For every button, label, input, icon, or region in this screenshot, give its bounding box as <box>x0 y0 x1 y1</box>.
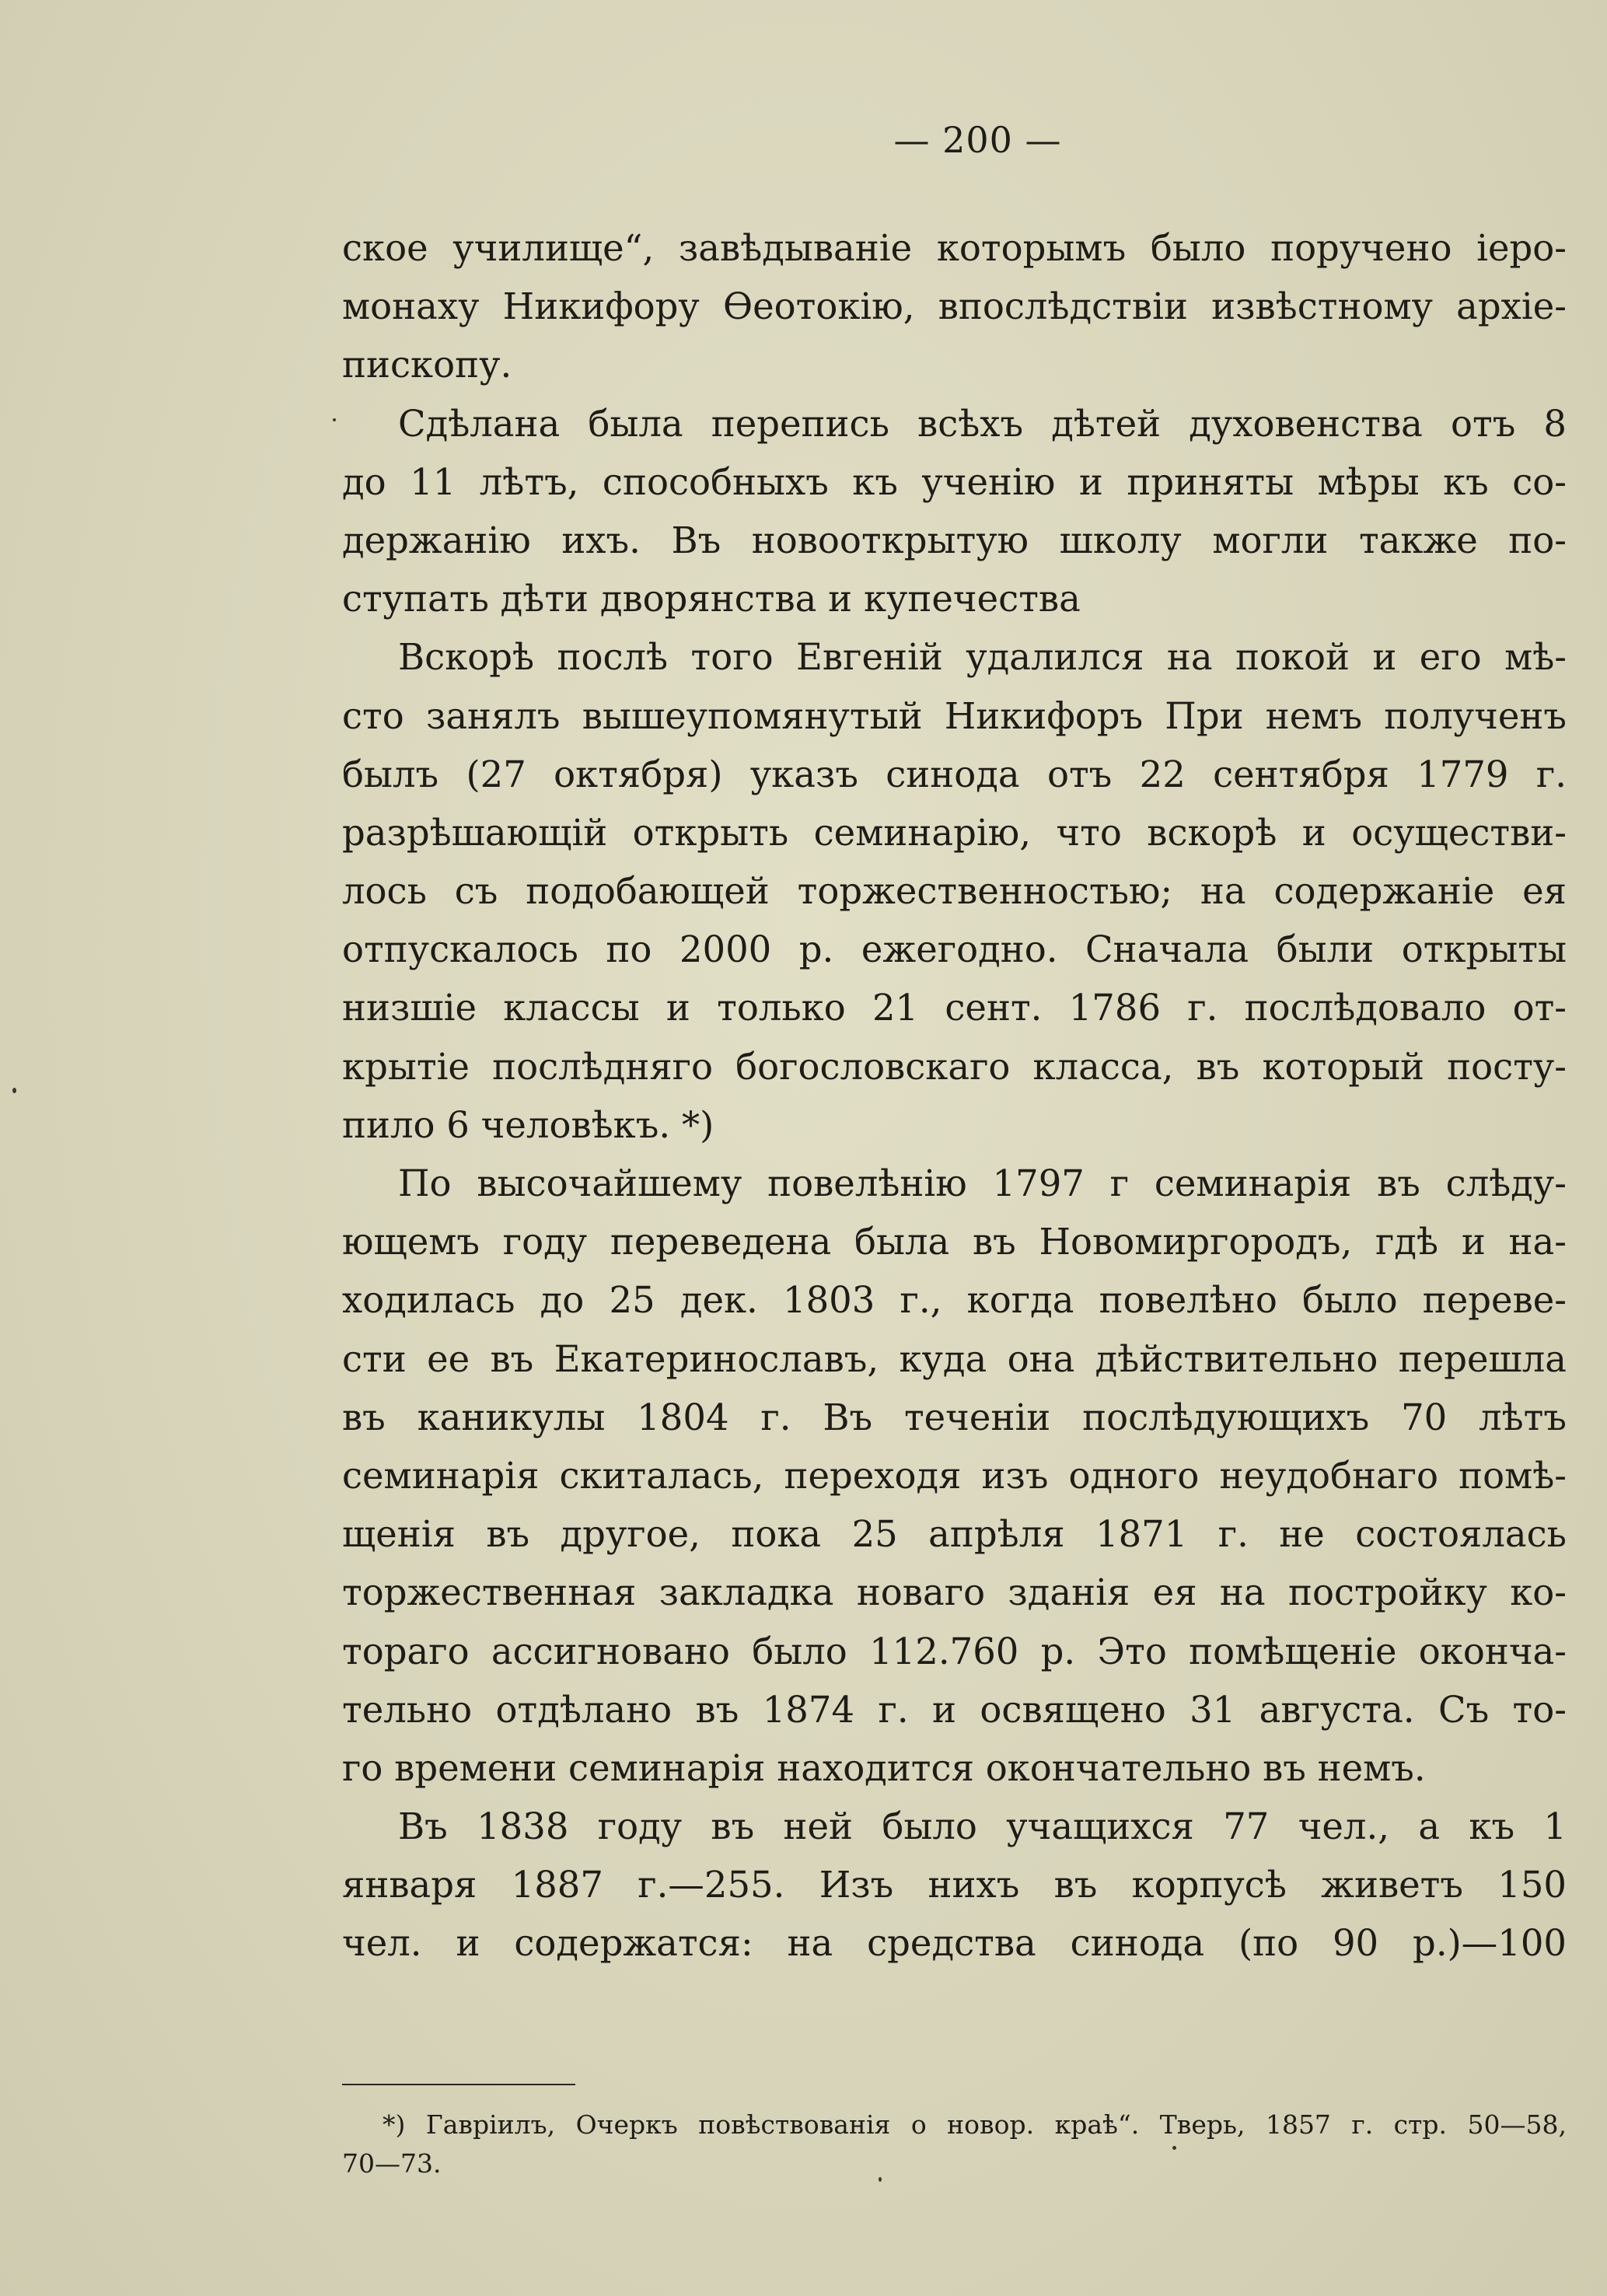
page-number: — 200 — <box>893 119 1062 161</box>
text-line: низшіе классы и только 21 сент. 1786 г. послѣдовало от- <box>342 987 1567 1029</box>
paragraph <box>342 395 1567 629</box>
text-line: въ каникулы 1804 г. Въ теченіи послѣдующихъ 70 лѣтъ <box>342 1396 1567 1438</box>
text-line: пископу. <box>342 344 512 386</box>
footnote-rule <box>342 2084 575 2085</box>
text-line: монаху Никифору Ѳеотокію, впослѣдствіи извѣстному архіе- <box>342 285 1567 328</box>
text-line: января 1887 г.—255. Изъ нихъ въ корпусѣ живетъ 150 <box>342 1864 1567 1906</box>
text-line: сто занялъ вышеупомянутый Никифоръ При немъ полученъ <box>342 694 1567 737</box>
text-line: Сдѣлана была перепись всѣхъ дѣтей духовенства отъ 8 <box>398 402 1567 445</box>
text-line: ступать дѣти дворянства и купечества <box>342 578 1081 620</box>
text-line: Въ 1838 году въ ней было учащихся 77 чел., а къ 1 <box>398 1805 1567 1848</box>
paragraph <box>342 1155 1567 1798</box>
text-line: сти ее въ Екатеринославъ, куда она дѣйствительно перешла <box>342 1337 1567 1380</box>
text-line: былъ (27 октября) указъ синода отъ 22 сентября 1779 г. <box>342 753 1567 795</box>
text-line: крытіе послѣдняго богословскаго класса, въ который посту- <box>342 1045 1567 1088</box>
text-line: отпускалось по 2000 р. ежегодно. Сначала были открыты <box>342 928 1567 971</box>
text-line: тораго ассигновано было 112.760 р. Это помѣщеніе оконча- <box>342 1630 1567 1672</box>
text-line: По высочайшему повелѣнію 1797 г семинарія въ слѣду- <box>398 1162 1567 1204</box>
paragraph <box>342 219 1567 395</box>
text-line: лось съ подобающей торжественностью; на содержаніе ея <box>342 870 1567 913</box>
text-line: разрѣшающій открыть семинарію, что вскорѣ и осуществи- <box>342 811 1567 854</box>
footnote-line: *) Гавріилъ, Очеркъ повѣствованія о новор. краѣ“. Тверь, 1857 г. стр. 50—58, <box>383 2109 1567 2140</box>
text-line: пило 6 человѣкъ. *) <box>342 1103 714 1146</box>
scan-speck <box>1172 2146 1176 2150</box>
footnote-line: 70—73. <box>342 2148 442 2179</box>
paragraph <box>342 628 1567 1155</box>
text-line: ющемъ году переведена была въ Новомиргородъ, гдѣ и на- <box>342 1221 1567 1263</box>
text-line: семинарія скиталась, переходя изъ одного неудобнаго помѣ- <box>342 1454 1567 1497</box>
text-line: держанію ихъ. Въ новооткрытую школу могли также по- <box>342 519 1567 561</box>
paragraph <box>342 1798 1567 1973</box>
text-line: Вскорѣ послѣ того Евгеній удалился на покой и его мѣ- <box>398 636 1567 679</box>
scan-speck <box>12 1088 16 1093</box>
text-line: тельно отдѣлано въ 1874 г. и освящено 31 августа. Съ то- <box>342 1688 1567 1731</box>
text-line: торжественная закладка новаго зданія ея на постройку ко- <box>342 1571 1567 1614</box>
text-line: до 11 лѣтъ, способныхъ къ ученію и приняты мѣры къ со- <box>342 460 1567 503</box>
footnote <box>342 2106 1567 2183</box>
body-text <box>342 219 1567 1973</box>
scan-speck <box>879 2177 882 2182</box>
text-line: чел. и содержатся: на средства синода (по 90 р.)—100 <box>342 1922 1567 1965</box>
text-line: щенія въ другое, пока 25 апрѣля 1871 г. не состоялась <box>342 1513 1567 1556</box>
text-line: ское училище“, завѣдываніе которымъ было поручено іеро- <box>342 227 1567 269</box>
text-line: го времени семинарія находится окончательно въ немъ. <box>342 1746 1426 1789</box>
text-line: ходилась до 25 дек. 1803 г., когда повелѣно было переве- <box>342 1279 1567 1322</box>
document-page <box>342 109 1567 2255</box>
scan-speck <box>333 418 336 421</box>
